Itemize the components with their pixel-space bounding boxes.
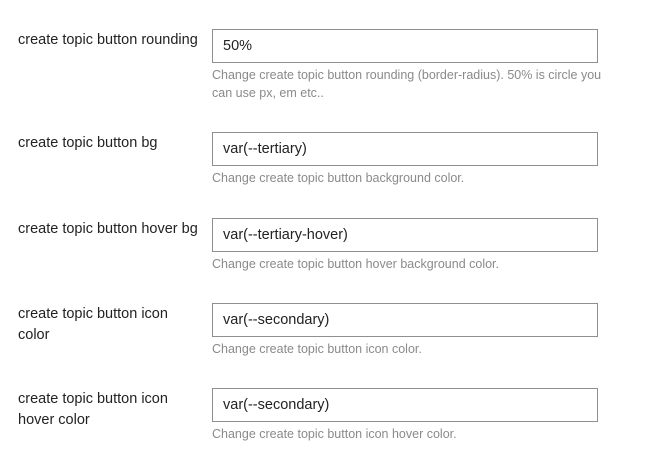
button-hover-bg-input[interactable] [212, 218, 598, 252]
setting-description: Change create topic button background color. [212, 171, 465, 185]
setting-description: Change create topic button icon color. [212, 342, 422, 356]
button-icon-hover-color-input[interactable] [212, 388, 598, 422]
button-icon-color-input[interactable] [212, 303, 598, 337]
setting-description: Change create topic button icon hover color. [212, 427, 457, 441]
button-rounding-input[interactable] [212, 29, 598, 63]
setting-label: create topic button rounding [18, 32, 198, 48]
setting-label: create topic button icon color [18, 306, 168, 343]
setting-label: create topic button hover bg [18, 221, 198, 237]
setting-label: create topic button icon hover color [18, 391, 168, 428]
button-bg-input[interactable] [212, 132, 598, 166]
setting-description: Change create topic button rounding (border-radius). 50% is circle you can use px, em etc.. [212, 68, 602, 100]
setting-label: create topic button bg [18, 135, 158, 151]
setting-description: Change create topic button hover background color. [212, 257, 499, 271]
